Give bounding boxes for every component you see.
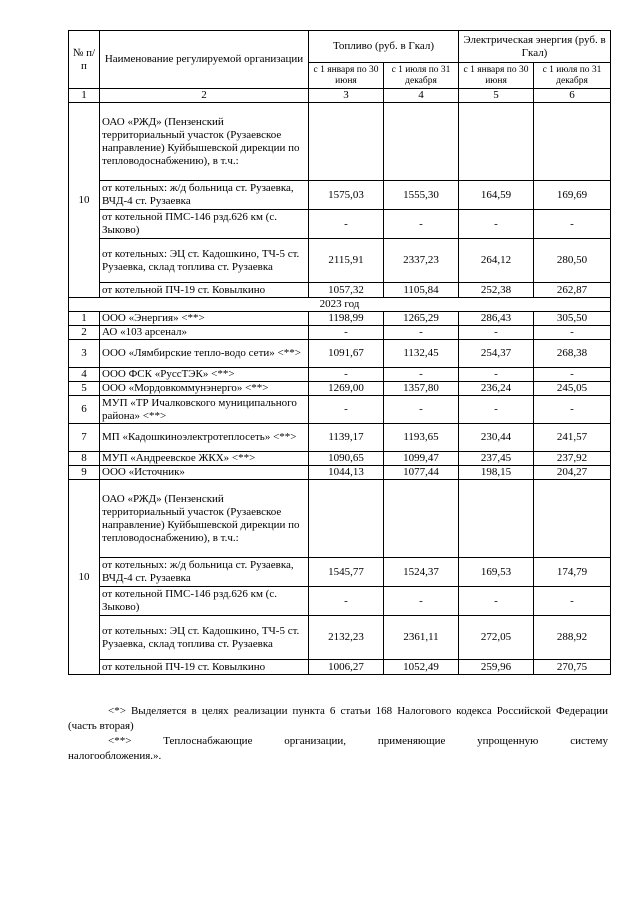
value-cell: 252,38 [459, 283, 534, 298]
table-row [69, 616, 611, 660]
value-cell: - [534, 326, 611, 340]
row-number: 4 [69, 368, 100, 382]
table-row [69, 558, 611, 587]
organization-name: ОАО «РЖД» (Пензенский территориальный участок (Рузаевское направление) Куйбышевской дирекции по тепловодоснабжению), в т.ч.: [100, 480, 309, 558]
value-cell: 204,27 [534, 466, 611, 480]
tariff-table [68, 30, 611, 675]
value-cell: - [459, 326, 534, 340]
value-cell: 169,53 [459, 558, 534, 587]
value-cell: - [534, 368, 611, 382]
value-cell: - [309, 587, 384, 616]
sub-organization-name: от котельной ПЧ-19 ст. Ковылкино [100, 660, 309, 675]
table-row [69, 660, 611, 675]
table-row [69, 466, 611, 480]
sub-organization-name: от котельных: ж/д больница ст. Рузаевка, ВЧД-4 ст. Рузаевка [100, 181, 309, 210]
value-cell: 1139,17 [309, 424, 384, 452]
organization-name: ООО «Лямбирские тепло-водо сети» <**> [100, 340, 309, 368]
value-cell: - [309, 396, 384, 424]
value-cell: 1555,30 [384, 181, 459, 210]
value-cell: 254,37 [459, 340, 534, 368]
value-cell: - [309, 368, 384, 382]
table-row [69, 283, 611, 298]
value-cell: - [309, 210, 384, 239]
value-cell: - [459, 396, 534, 424]
year-heading: 2023 год [69, 298, 611, 312]
value-cell: 1006,27 [309, 660, 384, 675]
value-cell: 1524,37 [384, 558, 459, 587]
value-cell: 286,43 [459, 312, 534, 326]
footnotes [68, 704, 608, 764]
value-cell: 1193,65 [384, 424, 459, 452]
column-number: 3 [309, 89, 384, 103]
value-cell: 1044,13 [309, 466, 384, 480]
value-cell: 288,92 [534, 616, 611, 660]
organization-name: МУП «Андреевское ЖКХ» <**> [100, 452, 309, 466]
value-cell: - [534, 210, 611, 239]
value-cell: - [384, 587, 459, 616]
value-cell: 1545,77 [309, 558, 384, 587]
row-number: 10 [69, 103, 100, 298]
value-cell: 1077,44 [384, 466, 459, 480]
table-row [69, 587, 611, 616]
value-cell: - [459, 587, 534, 616]
table-row [69, 424, 611, 452]
header-organization: Наименование регулируемой организации [100, 31, 309, 89]
header-electric: Электрическая энергия (руб. в Гкал) [459, 31, 611, 63]
value-cell: - [309, 326, 384, 340]
value-cell: 241,57 [534, 424, 611, 452]
value-cell: - [459, 368, 534, 382]
table-row [69, 210, 611, 239]
value-cell: 305,50 [534, 312, 611, 326]
value-cell: - [384, 326, 459, 340]
sub-organization-name: от котельных: ж/д больница ст. Рузаевка, ВЧД-4 ст. Рузаевка [100, 558, 309, 587]
value-cell: 1105,84 [384, 283, 459, 298]
footnote-simplified-tax-continued: налогообложения.». [68, 750, 162, 762]
table-row [69, 480, 611, 558]
footnote-simplified-tax: <**> Теплоснабжающие организации, применяющие упрощенную систему [108, 735, 608, 747]
value-cell: 2337,23 [384, 239, 459, 283]
value-cell: - [384, 396, 459, 424]
column-number: 4 [384, 89, 459, 103]
sub-organization-name: от котельной ПМС-146 рзд.626 км (с. Зыково) [100, 587, 309, 616]
value-cell: 1132,45 [384, 340, 459, 368]
value-cell: - [459, 210, 534, 239]
value-cell: 1099,47 [384, 452, 459, 466]
value-cell: 1265,29 [384, 312, 459, 326]
sub-organization-name: от котельных: ЭЦ ст. Кадошкино, ТЧ-5 ст. Рузаевка, склад топлива ст. Рузаевка [100, 616, 309, 660]
header-electric-period-2: с 1 июля по 31 декабря [534, 63, 611, 89]
value-cell: 2132,23 [309, 616, 384, 660]
value-cell: - [534, 396, 611, 424]
sub-organization-name: от котельной ПЧ-19 ст. Ковылкино [100, 283, 309, 298]
value-cell: 1052,49 [384, 660, 459, 675]
value-cell: 264,12 [459, 239, 534, 283]
value-cell: 1357,80 [384, 382, 459, 396]
header-fuel-period-2: с 1 июля по 31 декабря [384, 63, 459, 89]
organization-name: АО «103 арсенал» [100, 326, 309, 340]
table-row [69, 382, 611, 396]
row-number: 6 [69, 396, 100, 424]
value-cell: 237,92 [534, 452, 611, 466]
column-number: 5 [459, 89, 534, 103]
row-number: 9 [69, 466, 100, 480]
column-number: 1 [69, 89, 100, 103]
value-cell: 230,44 [459, 424, 534, 452]
value-cell: 164,59 [459, 181, 534, 210]
value-cell: 272,05 [459, 616, 534, 660]
value-cell: 1575,03 [309, 181, 384, 210]
value-cell: 280,50 [534, 239, 611, 283]
value-cell: - [534, 587, 611, 616]
row-number: 2 [69, 326, 100, 340]
row-number: 1 [69, 312, 100, 326]
row-number: 8 [69, 452, 100, 466]
organization-name: ООО ФСК «РуссТЭК» <**> [100, 368, 309, 382]
document-page [68, 30, 610, 675]
table-row [69, 368, 611, 382]
table-row [69, 103, 611, 181]
value-cell: 270,75 [534, 660, 611, 675]
value-cell: 169,69 [534, 181, 611, 210]
value-cell: 198,15 [459, 466, 534, 480]
value-cell: 1057,32 [309, 283, 384, 298]
value-cell: 1269,00 [309, 382, 384, 396]
row-number: 3 [69, 340, 100, 368]
table-row [69, 340, 611, 368]
table-row [69, 326, 611, 340]
value-cell: 1090,65 [309, 452, 384, 466]
value-cell: 2115,91 [309, 239, 384, 283]
table-row [69, 181, 611, 210]
value-cell: 245,05 [534, 382, 611, 396]
organization-name: МП «Кадошкиноэлектротеплосеть» <**> [100, 424, 309, 452]
organization-name: МУП «ТР Ичалковского муниципального района» <**> [100, 396, 309, 424]
year-divider-row [69, 298, 611, 312]
header-electric-period-1: с 1 января по 30 июня [459, 63, 534, 89]
value-cell: 259,96 [459, 660, 534, 675]
table-row [69, 239, 611, 283]
value-cell: 236,24 [459, 382, 534, 396]
organization-name: ОАО «РЖД» (Пензенский территориальный участок (Рузаевское направление) Куйбышевской дирекции по тепловодоснабжению), в т.ч.: [100, 103, 309, 181]
footnote-vat: <*> Выделяется в целях реализации пункта 6 статьи 168 Налогового кодекса Российской Федерации (часть вторая) [68, 705, 608, 732]
value-cell: 174,79 [534, 558, 611, 587]
value-cell: 268,38 [534, 340, 611, 368]
value-cell: - [384, 210, 459, 239]
table-row [69, 396, 611, 424]
header-fuel: Топливо (руб. в Гкал) [309, 31, 459, 63]
header-row-number: № п/п [69, 31, 100, 89]
row-number: 7 [69, 424, 100, 452]
value-cell: 262,87 [534, 283, 611, 298]
table-row [69, 312, 611, 326]
table-row [69, 452, 611, 466]
column-number: 6 [534, 89, 611, 103]
sub-organization-name: от котельных: ЭЦ ст. Кадошкино, ТЧ-5 ст. Рузаевка, склад топлива ст. Рузаевка [100, 239, 309, 283]
organization-name: ООО «Энергия» <**> [100, 312, 309, 326]
row-number: 10 [69, 480, 100, 675]
column-number: 2 [100, 89, 309, 103]
value-cell: 1091,67 [309, 340, 384, 368]
value-cell: 1198,99 [309, 312, 384, 326]
value-cell: 2361,11 [384, 616, 459, 660]
value-cell: 237,45 [459, 452, 534, 466]
organization-name: ООО «Источник» [100, 466, 309, 480]
row-number: 5 [69, 382, 100, 396]
value-cell: - [384, 368, 459, 382]
header-fuel-period-1: с 1 января по 30 июня [309, 63, 384, 89]
sub-organization-name: от котельной ПМС-146 рзд.626 км (с. Зыково) [100, 210, 309, 239]
organization-name: ООО «Мордовкоммунэнерго» <**> [100, 382, 309, 396]
